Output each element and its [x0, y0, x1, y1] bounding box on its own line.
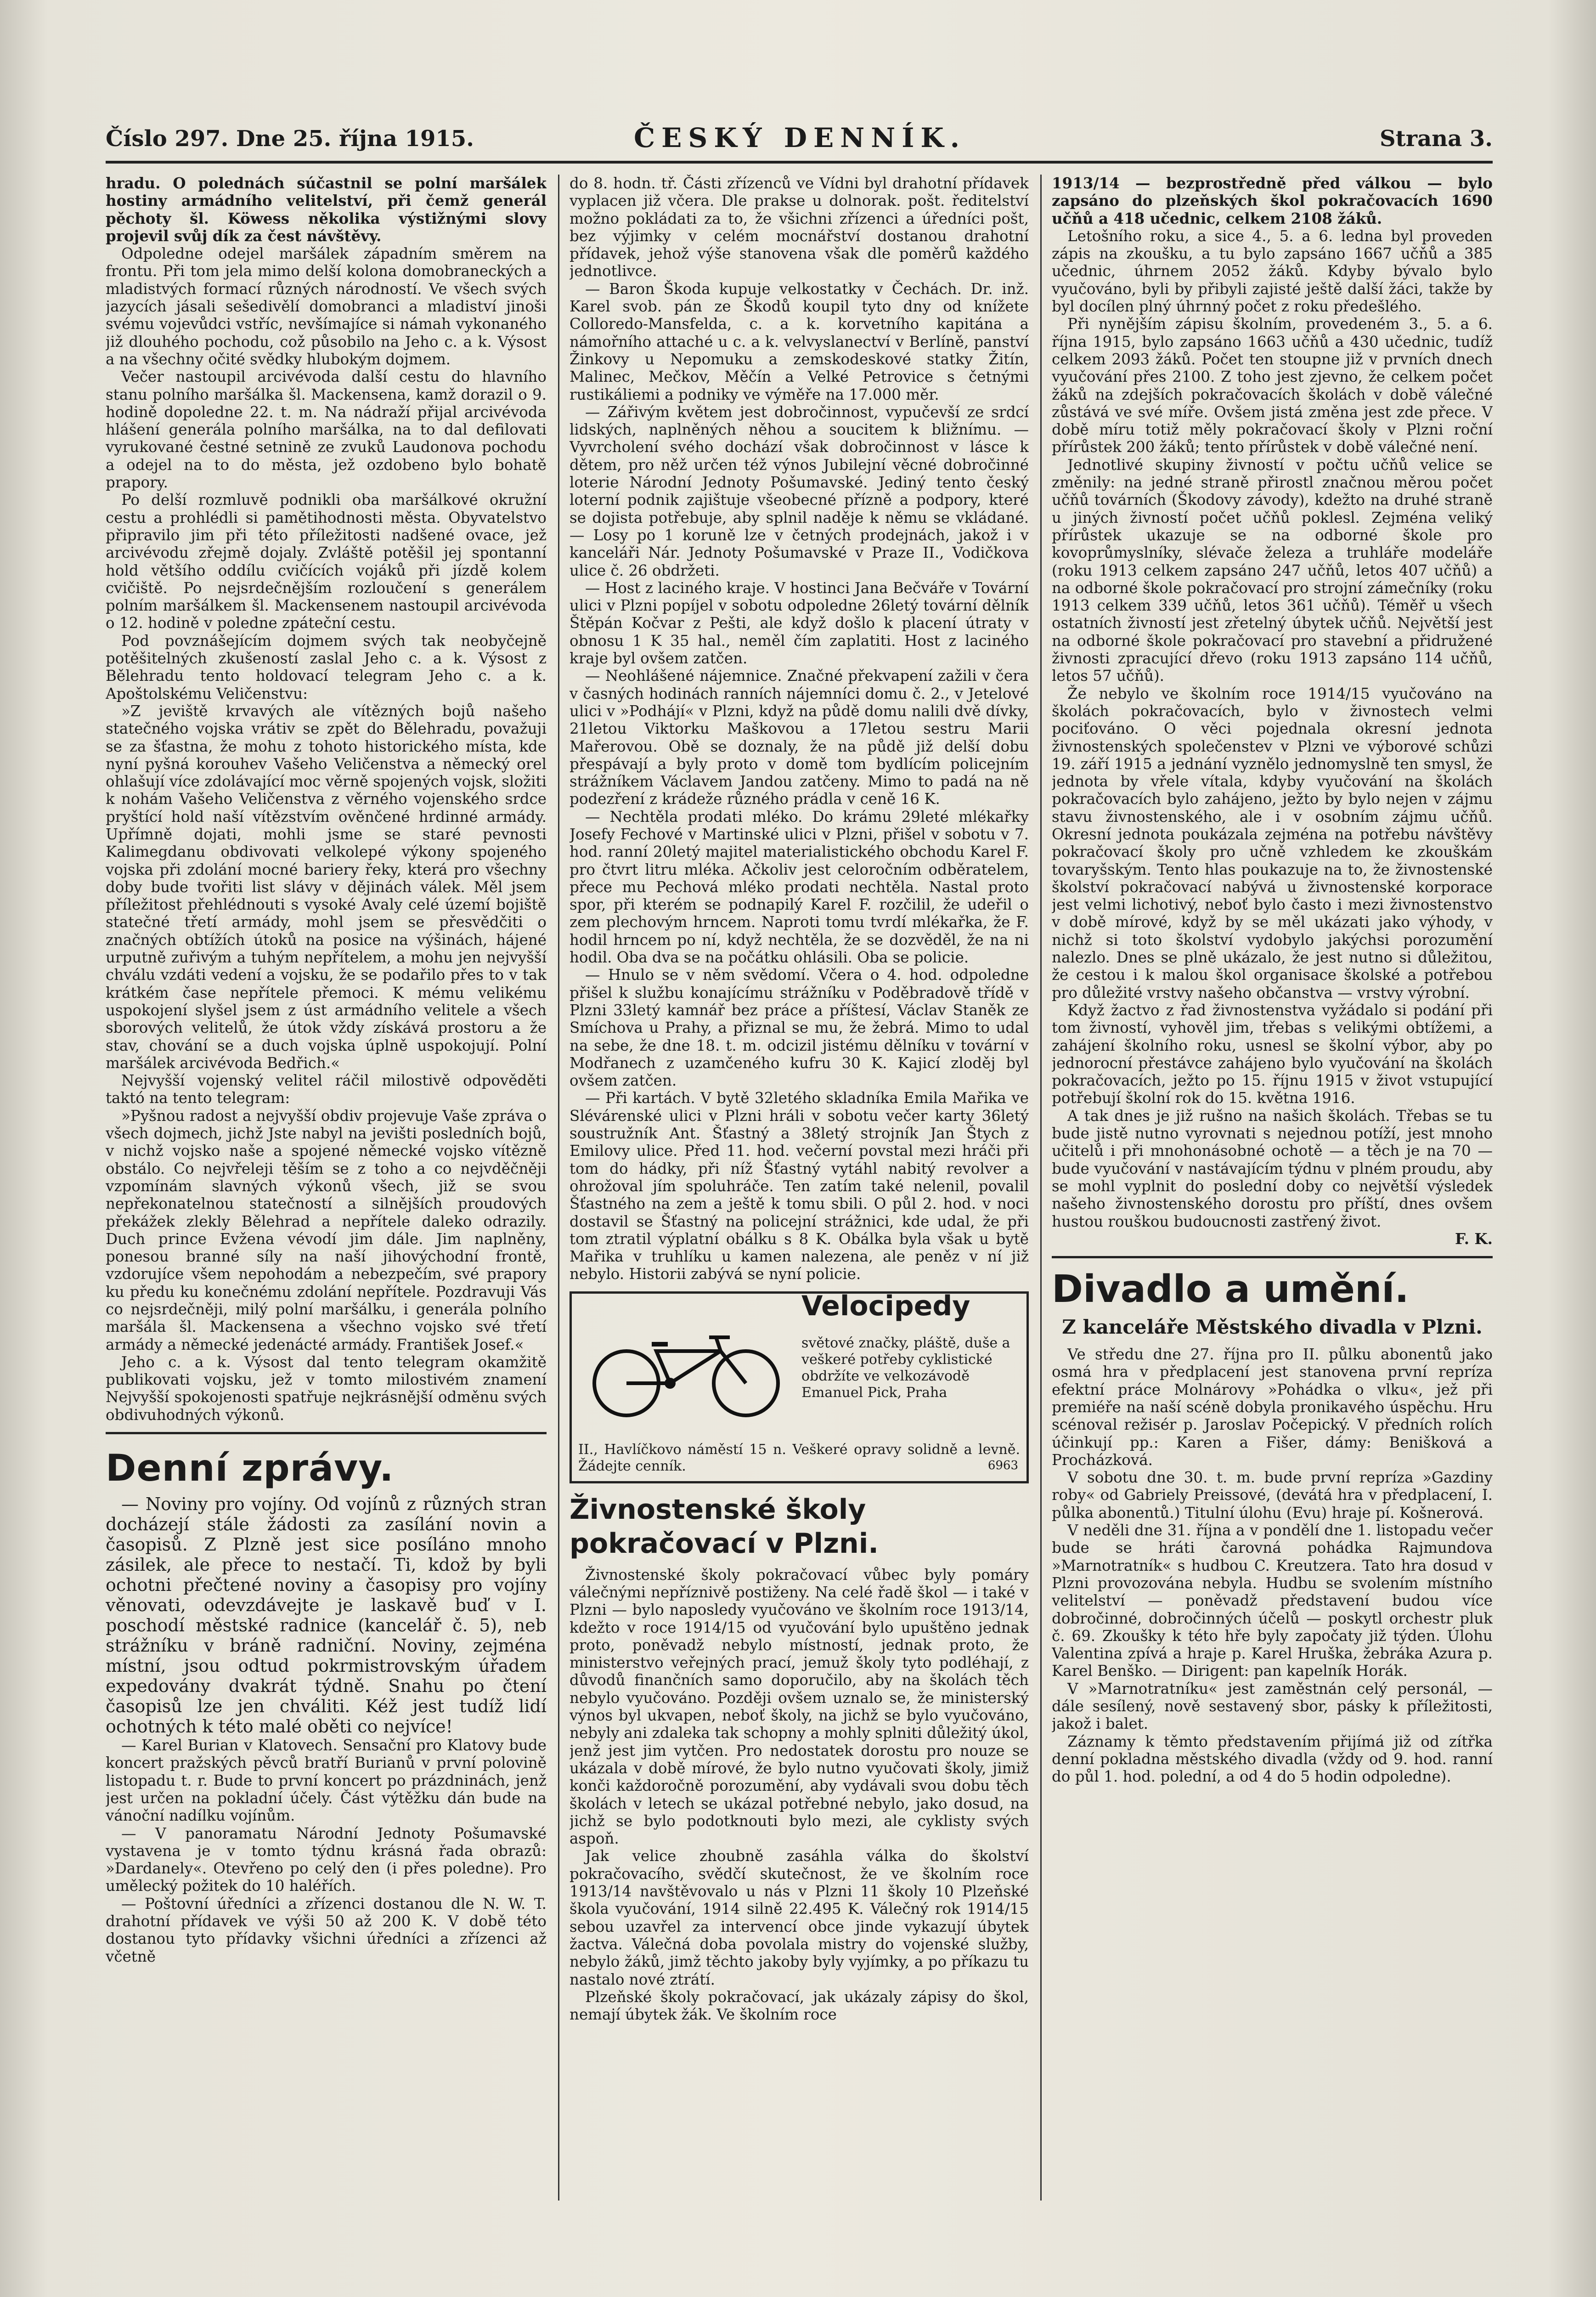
- bicycle-advertisement: [570, 1291, 1029, 1483]
- news-item: — Karel Burian v Klatovech. Sensační pro Klatovy bude koncert pražských pěvců bratří Burianů v první polovině listopadu t. r. Bude to první koncert po prázdninách, jenž jest určen na pokladní účely. Část výtěžku dán bude na vánoční nadílku vojínům.: [106, 1737, 547, 1825]
- news-item: — Noviny pro vojíny. Od vojínů z různých stran docházejí stále žádosti za zasílání novin a časopisů. Z Plzně jest sice posíláno mnoho zásilek, ale přece to nestačí. Ti, kdož by byli ochotni přečtené noviny a časopisy pro vojíny věnovati, odevzdávejte je laskavě buď v I. poschodí městské radnice (kancelář č. 5), neb strážníku v bráně radniční. Noviny, zejména místní, jsou odtud pokrmistrovským úřadem expedovány dvakrát týdně. Snahu po čtení časopisů lze jen chváliti. Kéž jest tudíž lidí ochotných k této malé oběti co nejvíce!: [106, 1494, 547, 1737]
- article-paragraph: Letošního roku, a sice 4., 5. a 6. ledna byl proveden zápis na zkoušku, a tu bylo zapsáno 1667 učňů a 385 učednic, úhrnem 2052 žáků. Kdyby bývalo bylo vyučováno, byli by přibyli zajisté ještě další žáci, takže by byl docílen plný úhrnný počet z roku předešlého.: [1052, 227, 1493, 316]
- article-paragraph: Při nynějším zápisu školním, provedeném 3., 5. a 6. října 1915, bylo zapsáno 1663 učňů a 430 učednic, tudíž celkem 2093 žáků. Počet ten stoupne již v prvních dnech vyučování přes 2100. Z toho jest zjevno, že celkem počet žáků na zdejších pokračovacích školách v době válečné zůstává ve své míře. Ovšem jistá změna jest zde přece. V době míru totiž měly pokračovací školy v Plzni roční přírůstek 200 žáků; tento přírůstek v době válečné není.: [1052, 315, 1493, 456]
- article-paragraph: V neděli dne 31. října a v pondělí dne 1. listopadu večer bude se hráti čarovná pohádka Rajmundova »Marnotratník« s hudbou C. Kreutzera. Tato hra dosud v Plzni provozována nebyla. Hudbu se svolením místního velitelství — poněvadž představení budou více dobročinné, dobročinných účelů — poskytl orchestr pluk č. 69. Zkoušky k této hře byly započaty již týden. Úlohu Valentina zpívá a hraje p. Karel Hruška, žebráka Azura p. Karel Benško. — Dirigent: pan kapelník Horák.: [1052, 1522, 1493, 1680]
- news-item: — Při kartách. V bytě 32letého skladníka Emila Mařika ve Slévárenské ulici v Plzni hráli v sobotu večer karty 36letý soustružník Ant. Šťastný a 38letý strojník Jan Štych z Emilovy ulice. Před 11. hod. večerní povstal mezi hráči při tom do hádky, při níž Šťastný vytáhl nabitý revolver a ohrožoval jím spoluhráče. Ten zatím také nelenil, povalil Šťastného na zem a ještě k tomu sbili. O půl 2. hod. v noci dostavil se Šťastný na policejní strážnici, kde udal, že při tom ztratil výplatní obálku s 8 K. Obálka byla však u bytě Mařika v truhlíku u kamen nalezena, ale peněz v ní již nebylo. Historii zabývá se nyní policie.: [570, 1089, 1029, 1283]
- article-paragraph: Večer nastoupil arcivévoda další cestu do hlavního stanu polního maršálka šl. Mackensena, kamž dorazil o 9. hodině dopoledne 22. t. m. Na nádraží přijal arcivévoda hlášení generála polního maršálka, na to dal defilovati vyrukované čestné setnině ze zvuků Laudonova pochodu a odejel na to do města, jež ozdobeno bylo bohatě prapory.: [106, 368, 547, 492]
- article-paragraph: Plzeňské školy pokračovací, jak ukázaly zápisy do škol, nemají úbytek žák. Ve školním roce: [570, 1988, 1029, 2024]
- article-paragraph: Záznamy k těmto představením přijímá již od zítřka denní pokladna městského divadla (vždy od 9. hod. ranní do půl 1. hod. polední, a od 4 do 5 hodin odpoledne).: [1052, 1732, 1493, 1786]
- article-paragraph: Jednotlivé skupiny živností v počtu učňů velice se změnily: na jedné straně přirostl značnou měrou počet učňů továrních (Škodovy závody), kdežto na druhé straně u jiných živností počet učňů poklesl. Zejména veliký přírůstek ukazuje se na odborné škole pro kovoprůmyslníky, slévače železa a truhláře modeláře (roku 1913 celkem zapsáno 247 učňů, letos 407 učňů) a na odborné škole pokračovací pro strojní zámečníky (roku 1913 celkem 339 učňů, letos 361 učňů). Téměř u všech ostatních živností jest zřetelný úbytek učňů. Největší jest na odborné škole pokračovací pro stavební a přidružené živnosti zpracující dřevo (roku 1913 zapsáno 114 učňů, letos 57 učňů).: [1052, 456, 1493, 685]
- ad-title: Velocipedy: [801, 1290, 970, 1322]
- bicycle-icon: [583, 1326, 790, 1418]
- news-item: — Nechtěla prodati mléko. Do krámu 29leté mlékařky Josefy Fechové v Martinské ulici v Plzni, přišel v sobotu v 7. hod. ranní 20letý majitel materialistického obchodu Karel F. pro čtvrt litru mléka. Ačkoliv jest celoročním odběratelem, přece mu Pechová mléko prodati nechtěla. Nastal proto spor, při kterém se podnapilý Karel F. rozčilil, že udeřil o zem plechovým hrncem. Naproti tomu tvrdí mlékařka, že F. hodil hrncem po ní, když nechtěla, že se dozvěděl, že na ni hodil. Oba dva se na počátku ohlásili. Oba se policie.: [570, 808, 1029, 967]
- article-paragraph: V »Marnotratníku« jest zaměstnán celý personál, — dále sesílený, nově sestavený sbor, pásky k příležitosti, jakož i balet.: [1052, 1680, 1493, 1733]
- column-3: [1052, 175, 1493, 2201]
- article-paragraph: V sobotu dne 30. t. m. bude první repríza »Gazdiny roby« od Gabriely Preissové, (devátá hra v předplacení, I. půlka abonentů.) Titulní úlohu (Evu) hraje pí. Košnerová.: [1052, 1469, 1493, 1522]
- news-item: — Poštovní úředníci a zřízenci dostanou dle N. W. T. drahotní přídavek ve výši 50 až 200 K. V době této dostanou tyto přídavky všichni úředníci a zřízenci až včetně: [106, 1895, 547, 1965]
- section-heading-theatre: Divadlo a umění.: [1052, 1267, 1409, 1312]
- news-item: — Neohlášené nájemnice. Značné překvapení zažili v čera v časných hodinách ranních nájemníci domu č. 2., v Jetelové ulici v »Podhájí« v Plzni, když na půdě domu nalili dvě dívky, 21letou Viktorku Maškovou a 17letou sestru Marii Mařerovou. Obě se doznaly, že na půdě již delší dobu přespávají a byly proto v domě tom bydlícím policejním strážníkem Václavem Jandou zatčeny. Mimo to padá na ně podezření z krádeže různého prádla v ceně 16 K.: [570, 667, 1029, 808]
- page-header: [106, 119, 1493, 164]
- article-paragraph: »Pyšnou radost a nejvyšší obdiv projevuje Vaše zpráva o všech dojmech, jichž Jste nabyl na jevišti posledních bojů, v nichž vojsko naše a spojené německé vojsko vítězně obstálo. Co nejvřeleji těším se z toho a co nejvděčněji vzpomínám slavných výkonů všech, již se svou nepřekonatelnou statečností a silnějších proudových překážek zlekly Bělehrad a nepřítele daleko odrazily. Duch prince Evžena vévodí jim dále. Jim naplněny, ponesou branné síly na naší jihovýchodní frontě, vzdorujíce všem nepohodám a nebezpečím, své prapory ku předu ku konečnému zdolání nepřítele. Pozdravuji Vás co nejsrdečněji, milý polní maršálku, i generála polního maršála šl. Mackensena a všechno vojsko své třetí armády a německé jedenácté armády. František Josef.«: [106, 1107, 547, 1353]
- section-heading-schools: Živnostenské školy pokračovací v Plzni.: [570, 1493, 879, 1560]
- article-paragraph: A tak dnes je již rušno na našich školách. Třebas se tu bude jistě nutno vyrovnati s nejednou potíží, jest mnoho učitelů i při mnohonásobné ochotě — a těch je na 70 — bude vyučování v nastávajícím týdnu v plném proudu, aby se mohl vyplnit do poslední doby co největší výsledek našeho živnostenského dorostu pro příští, dnes ovšem hustou rouškou budoucnosti zastřený život.: [1052, 1107, 1493, 1230]
- article-paragraph: Po delší rozmluvě podnikli oba maršálkové okružní cestu a prohlédli si pamětihodnosti města. Obyvatelstvo připravilo jim při této příležitosti nadšené ovace, jež arcivévodu zřejmě dojaly. Zvláště potěšil jej spontanní hold většího oddílu cvičících vojáků při jízdě kolem cvičiště. Po nejsrdečnějším rozloučení s generálem polním maršálkem šl. Mackensenem nastoupil arcivévoda o 12. hodině v poledne zpáteční cestu.: [106, 491, 547, 632]
- ad-text: světové značky, pláště, duše a veškeré potřeby cyklistické obdržíte ve velkozávodě Emanuel Pick, Praha: [801, 1335, 1010, 1401]
- column-divider: [558, 175, 559, 2201]
- section-rule: [106, 1432, 547, 1434]
- article-paragraph: Odpoledne odejel maršálek západním směrem na frontu. Při tom jela mimo delší kolona domobraneckých a mladistvých formací různých národností. Ve všech svých jazycích jásali sešedivělí domobranci a mladiství jinoši svému vojevůdci vstříc, nevšímajíce si námah vykonaného již dlouhého pochodu, což působilo na Jeho c. a k. Výsost a na všechny očité svědky hlubokým dojmem.: [106, 245, 547, 368]
- author-signature: F. K.: [1455, 1229, 1493, 1248]
- section-rule: [1052, 1256, 1493, 1258]
- news-item: — Hnulo se v něm svědomí. Včera o 4. hod. odpoledne přišel k službu konajícímu strážníku v Poděbradově třídě v Plzni 33letý kamnář bez práce a příštesí, Václav Staněk ze Smíchova u Prahy, a přiznal se mu, že žebrá. Mimo to udal na sebe, že dne 18. t. m. odcizil jistému dělníku v tovární v Modřanech z uzamčeného kufru 30 K. Kajicí zloděj byl ovšem zatčen.: [570, 966, 1029, 1090]
- newspaper-page: [106, 119, 1493, 2219]
- issue-date: Číslo 297. Dne 25. října 1915.: [106, 126, 474, 152]
- news-item: — V panoramatu Národní Jednoty Pošumavské vystavena je v tomto týdnu krásná řada obrazů: »Dardanely«. Otevřeno po celý den (i přes poledne). Pro umělecký požitek do 10 haléřích.: [106, 1824, 547, 1895]
- section-heading-news: Denní zprávy.: [106, 1447, 394, 1490]
- ad-footer: II., Havlíčkovo náměstí 15 n. Veškeré opravy solidně a levně. Žádejte cenník.: [578, 1441, 1020, 1474]
- ad-number: 6963: [987, 1459, 1018, 1473]
- page-number: Strana 3.: [1379, 126, 1493, 152]
- column-divider: [1040, 175, 1042, 2201]
- article-paragraph: Živnostenské školy pokračovací vůbec byly pomáry válečnými nepříznivě postiženy. Na celé řadě škol — i také v Plzni — bylo naposledy vyučováno ve školním roce 1913/14, kdežto v roce 1914/15 od vyučování bylo upuštěno jednak proto, poněvadž nebylo místností, jednak proto, že ministerstvo veřejných prací, jemuž školy tyto podléhají, z důvodů finančních samo doporučilo, aby na školách těch nebylo vyučováno. Později ovšem uznalo se, že ministerský výnos byl ukvapen, neboť školy, na jichž se bylo vyučováno, nebyly ani zdaleka tak schopny a mohly splniti důležitý úkol, jenž jest jim vytčen. Pro nedostatek dorostu pro nouze se ukázala v době mírové, že bylo nutno vyučovati školy, jimiž konči každoročně porozumění, aby vydávali svou dobu těch školách v letech se ukázal potřebné nebylo, jako dosud, na jichž se bylo podotknouti bylo mezi, ale cyklisty svých aspoň.: [570, 1566, 1029, 1848]
- article-paragraph: Jak velice zhoubně zasáhla válka do školství pokračovacího, svědčí skutečnost, že ve školním roce 1913/14 navštěvovalo u nás v Plzni 11 školy 10 Plzeňské škola vyučování, 1914 silně 22.495 K. Válečný rok 1914/15 sebou uzavřel za intervencí obce jinde vykazují úbytek žactva. Válečná doba povolala mistry do vojenské služby, nebylo žáků, jimž těchto jakoby byly vyjímky, a po příkazu tu nastalo nové ztrátí.: [570, 1847, 1029, 1988]
- section-subheading: Z kanceláře Městského divadla v Plzni.: [1062, 1316, 1483, 1339]
- article-paragraph: 1913/14 — bezprostředně před válkou — bylo zapsáno do plzeňských škol pokračovacích 1690 učňů a 418 učednic, celkem 2108 žáků.: [1052, 175, 1493, 227]
- news-item: — Host z laciného kraje. V hostinci Jana Bečváře v Tovární ulici v Plzni popíjel v sobotu odpoledne 26letý tovární dělník Štěpán Kočvar z Pešti, ale když došlo k placení útraty v obnosu 1 K 35 hal., neměl čím zaplatiti. Host z laciného kraje byl ovšem zatčen.: [570, 579, 1029, 668]
- column-1: [106, 175, 547, 2201]
- article-paragraph: Že nebylo ve školním roce 1914/15 vyučováno na školách pokračovacích, bylo v živnostech velmi pociťováno. O věci pojednala okresní jednota živnostenských společenstev v Plzni ve výborové schůzi 19. září 1915 a jednání vyznělo jednomyslně ten smysl, že jednota by vřele vítala, kdyby vyučování na školách pokračovacích bylo zahájeno, ježto by bylo nejen v zájmu stavu živnostenského, ale i v osobním zájmu učňů. Okresní jednota poukázala zejména na potřebu návštěvy pokračovací školy pro učně vzhledem ke zkouškám tovaryšským. Tento hlas poukazuje na to, že živnostenské školství pokračovací nabývá u živnostenské korporace jest velmi lichotivý, neboť bylo často i mezi živnostenstvo v době mírové, když by se měl ukázati jako výhody, v nichž si toto školství vydobylo jakýchsi porozumění nalezlo. Dnes se plně ukázalo, že jest nutno si důležitou, že cestou i k malou škol organisace školské a potřebou pro důležité vrstvy našeho občanstva — vrstvy výrobní.: [1052, 685, 1493, 1001]
- news-item: — Zářivým květem jest dobročinnost, vypučevší ze srdcí lidských, naplněných něhou a soucitem k bližnímu. — Vyvrcholení svého dochází však dobročinnost v lásce k dětem, pro něž určen též výnos Jubilejní věcné dobročinné loterie Národní Jednoty Pošumavské. Jediný tento český loterní podnik zajištuje všeobecné přízně a podpory, které se dojista potřebuje, aby splnil naděje k němu se vkládané. — Losy po 1 koruně lze v četných prodejnách, jakož i v kanceláři Nár. Jednoty Pošumavské v Praze II., Vodičkova ulice č. 26 obdržeti.: [570, 403, 1029, 579]
- article-paragraph: Když žactvo z řad živnostenstva vyžádalo si podání při tom živností, vyhověl jim, třebas s velikými obtížemi, a zahájení školního roku, usnesl se školní výbor, aby po jednorocní přestávce zahájeno bylo vyučování na školách pokračovacích, ježto po 15. říjnu 1915 v život vstupující potřebují školní rok do 15. května 1916.: [1052, 1001, 1493, 1107]
- article-paragraph: Nejvyšší vojenský velitel ráčil milostivě odpověděti taktó na tento telegram:: [106, 1072, 547, 1107]
- article-paragraph: Jeho c. a k. Výsost dal tento telegram okamžitě publikovati vojsku, jež v tomto milostivém znamení Nejvyšší spokojenosti spatřuje nejkrásnější odměnu svých obdivuhodných výkonů.: [106, 1353, 547, 1424]
- column-2: [570, 175, 1029, 2201]
- newspaper-title: ČESKÝ DENNÍK.: [634, 122, 966, 153]
- news-item: — Baron Škoda kupuje velkostatky v Čechách. Dr. inž. Karel svob. pán ze Škodů koupil tyto dny od knížete Colloredo-Mansfelda, c. a k. korvetního kapitána a námořního attaché u c. a k. velvyslanectví v Berlíně, panství Žinkovy u Nepomuku a zemskodeskové statky Žitín, Malinec, Mečkov, Měčín a Velké Petrovice s četnými rustikáliemi a podniky ve výměře na 17.000 měr.: [570, 280, 1029, 403]
- article-paragraph: »Z jeviště krvavých ale vítězných bojů našeho statečného vojska vrátiv se zpět do Bělehradu, považuji se za šťastna, že mohu z tohoto historického místa, kde nyní pyšná korouhev Vašeho Veličenstva a německý orel ohlašují více zdolávající moc věrně spojených vojsk, složiti k nohám Vašeho Veličenstva z věrného vojenského srdce pryštící hold naší vítězstvím ověnčené hrdinné armády. Upřímně dojati, mohli jsme se staré pevnosti Kalimegdanu obdivovati velkolepé výkony spojeného vojska při zdolání mocné bariery řeky, která pro všechny doby bude tvořiti list slávy v dějinách válek. Měl jsem příležitost přehlédnouti s vysoké Avaly celé území bojiště statečné třetí armády, mohl jsem se přesvědčiti o značných obtížích útoků na posice na výšinách, hájené urputně zuřivým a tuhým nepřítelem, a mohu jen nejvyšší chválu vzdáti vedení a vojsku, že se podařilo přes to v tak krátkém čase nepřítele přemoci. K mému velikému uspokojení slyšel jsem z úst armádního velitele a všech sborových velitelů, že útok vždy získává prostoru a že stav, chování se a duch vojska úplně uspokojují. Polní maršálek arcivévoda Bedřich.«: [106, 702, 547, 1072]
- article-paragraph: Ve středu dne 27. října pro II. půlku abonentů jako osmá hra v předplacení jest stanovena první repríza efektní práce Molnárovy »Pohádka o vlku«, jež při premiéře na naší scéně dobyla pronikavého úspěchu. Hru scénoval režisér p. Jaroslav Počepický. V předních rolích účinkují pp.: Karen a Fišer, dámy: Benišková a Procházková.: [1052, 1346, 1493, 1469]
- news-item: do 8. hodn. tř. Části zřízenců ve Vídni byl drahotní přídavek vyplacen již včera. Dle prakse u dolnorak. pošt. ředitelství možno pokládati za to, že všichni zřízenci a úředníci pošt, bez výjimky v celém mocnářství dostanou drahotní přídavek, jehož výše stanovena však dle poměrů každého jednotlivce.: [570, 175, 1029, 280]
- article-paragraph: Pod povznášejícím dojmem svých tak neobyčejně potěšitelných zkušeností zaslal Jeho c. a k. Výsost z Bělehradu tento holdovací telegram Jeho c. a k. Apoštolskému Veličenstvu:: [106, 632, 547, 702]
- article-paragraph: hradu. O polednách súčastnil se polní maršálek hostiny armádního velitelství, při čemž generál pěchoty šl. Köwess několika výstižnými slovy projevil svůj dík za čest návštěvy.: [106, 175, 547, 245]
